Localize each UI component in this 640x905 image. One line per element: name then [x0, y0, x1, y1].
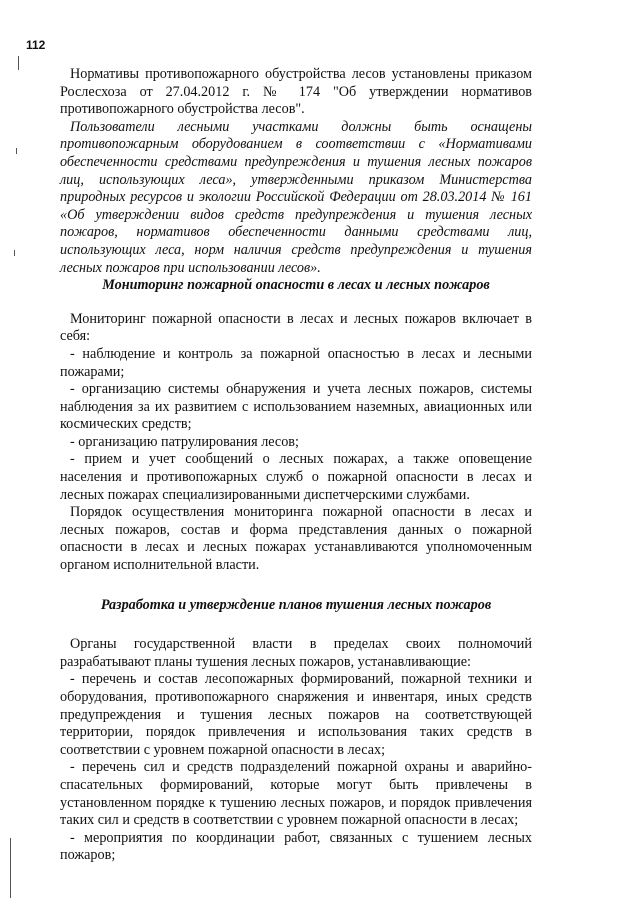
paragraph: Порядок осуществления мониторинга пожарной опасности в лесах и лесных пожаров, состав и форма представления данных о пожарной опасности в лесах и лесных пожарах устанавливаются уполномоченным органом исполнительной власти.	[60, 504, 532, 574]
margin-mark	[16, 148, 17, 154]
list-item: - прием и учет сообщений о лесных пожарах, а также оповещение населения и противопожарных служб о пожарной опасности в лесах и лесных пожарах специализированными диспетчерскими службами.	[60, 451, 532, 503]
list-item: - наблюдение и контроль за пожарной опасностью в лесах и лесными пожарами;	[60, 345, 532, 380]
list-item: - организацию патрулирования лесов;	[70, 433, 299, 450]
paragraph: Мониторинг пожарной опасности в лесах и лесных пожаров включает в себя:	[60, 310, 532, 345]
list-item: - перечень сил и средств подразделений пожарной охраны и аварийно-спасательных формирований, которые могут быть привлечены в установленном порядке к тушению лесных пожаров, и порядок привлечения таких сил и средств в соответствии с уровнем пожарной опасности в лесах;	[60, 759, 532, 829]
margin-mark	[14, 250, 15, 256]
section-heading: Мониторинг пожарной опасности в лесах и лесных пожаров	[102, 277, 490, 294]
paragraph: Нормативы противопожарного обустройства лесов установлены приказом Рослесхоза от 27.04.2012 г. № 174 "Об утверждении нормативов противопожарного обустройства лесов".	[60, 66, 532, 118]
list-item: - организацию системы обнаружения и учета лесных пожаров, системы наблюдения за их развитием с использованием наземных, авиационных или космических средств;	[60, 381, 532, 433]
margin-mark	[18, 56, 19, 70]
list-item: - перечень и состав лесопожарных формирований, пожарной техники и оборудования, противопожарного снаряжения и инвентаря, иных средств предупреждения и тушения лесных пожаров на соответствующей территории, порядок привлечения и использования таких средств в соответствии с уровнем пожарной опасности в лесах;	[60, 671, 532, 758]
paragraph-italic: Пользователи лесными участками должны быть оснащены противопожарным оборудованием в соответствии с «Нормативами обеспеченности средствами предупреждения и тушения лесных пожаров лиц, использующих леса», утвержденными приказом Министерства природных ресурсов и экологии Российской Федерации от 28.03.2014 № 161 «Об утверждении видов средств предупреждения и тушения лесных пожаров, нормативов обеспеченности данными средствами лиц, использующих леса, норм наличия средств предупреждения и тушения лесных пожаров при использовании лесов».	[60, 118, 532, 276]
margin-mark	[10, 838, 11, 898]
paragraph: Органы государственной власти в пределах своих полномочий разрабатывают планы тушения лесных пожаров, устанавливающие:	[60, 636, 532, 670]
page-number: 112	[26, 38, 46, 52]
section-heading: Разработка и утверждение планов тушения лесных пожаров	[100, 596, 492, 613]
list-item: - мероприятия по координации работ, связанных с тушением лесных пожаров;	[60, 829, 532, 864]
page-content	[60, 66, 532, 865]
